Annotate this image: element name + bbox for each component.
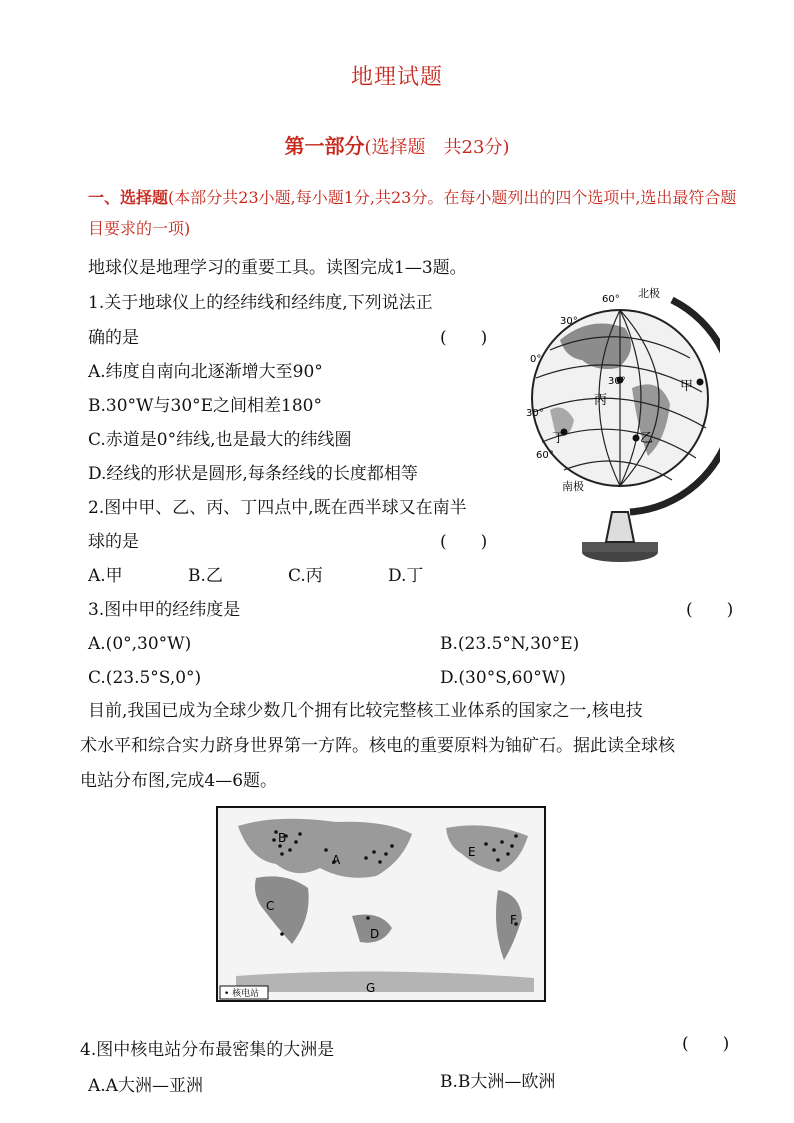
q2-stem-line2: 球的是 — [88, 532, 139, 552]
globe-point-yi — [633, 435, 640, 442]
globe-label-yi: 乙 — [640, 431, 654, 446]
map-label-f: F — [510, 913, 517, 927]
q1-option-c: C.赤道是0°纬线,也是最大的纬线圈 — [88, 430, 352, 450]
q2-option-b: B.乙 — [188, 566, 223, 586]
globe-label-jia: 甲 — [680, 379, 694, 394]
map-label-g: G — [366, 981, 376, 995]
map-label-b: B — [278, 831, 287, 845]
world-map-figure — [216, 806, 546, 1002]
map-label-c: C — [266, 899, 275, 913]
globe-label-ding: 丁 — [552, 431, 566, 446]
globe-stem — [606, 512, 634, 542]
q2-option-a: A.甲 — [88, 566, 123, 586]
globe-south-label: 南极 — [562, 480, 584, 493]
q3-answer-blank: ( ) — [686, 600, 734, 620]
q1-option-d: D.经线的形状是圆形,每条经线的长度都相等 — [88, 464, 418, 484]
globe-lat-label-30n: 30° — [560, 316, 578, 327]
part-note: (选择题 共23分) — [364, 137, 510, 158]
q2-option-d: D.丁 — [388, 566, 424, 586]
q4-stem: 4.图中核电站分布最密集的大洲是 — [80, 1040, 335, 1060]
part-heading — [0, 130, 794, 159]
intro-globe: 地球仪是地理学习的重要工具。读图完成1—3题。 — [88, 258, 467, 278]
intro-nuclear-line2: 术水平和综合实力跻身世界第一方阵。核电的重要原料为铀矿石。据此读全球核 — [80, 736, 675, 756]
map-label-d: D — [370, 927, 380, 941]
q3-stem: 3.图中甲的经纬度是 — [88, 600, 241, 620]
globe-label-bing: 丙 — [594, 393, 608, 408]
q1-answer-blank: ( ) — [440, 328, 488, 348]
q4-option-b: B.B大洲—欧洲 — [440, 1072, 556, 1092]
q3-option-d: D.(30°S,60°W) — [440, 668, 566, 688]
q2-answer-blank: ( ) — [440, 532, 488, 552]
q3-option-b: B.(23.5°N,30°E) — [440, 634, 580, 654]
globe-point-jia — [697, 379, 704, 386]
q1-stem-line2: 确的是 — [88, 328, 139, 348]
page-title: 地理试题 — [350, 65, 443, 90]
map-label-a: A — [332, 853, 341, 867]
section-heading — [88, 182, 748, 244]
globe-figure — [520, 280, 720, 570]
q1-stem-line1: 1.关于地球仪上的经纬线和经纬度,下列说法正 — [88, 293, 433, 313]
intro-nuclear-line1: 目前,我国已成为全球少数几个拥有比较完整核工业体系的国家之一,核电技 — [88, 701, 643, 721]
intro-nuclear-line3: 电站分布图,完成4—6题。 — [80, 771, 278, 791]
globe-lat-label-60n: 60° — [602, 294, 620, 305]
globe-lat-label-30s: 30° — [526, 408, 544, 419]
intro-nuclear — [80, 694, 748, 799]
part-title: 第一部分 — [284, 134, 365, 158]
globe-north-label: 北极 — [638, 287, 660, 300]
q1-option-a: A.纬度自南向北逐渐增大至90° — [88, 362, 323, 382]
q3-option-c: C.(23.5°S,0°) — [88, 668, 202, 688]
q3-option-a: A.(0°,30°W) — [88, 634, 192, 654]
q2-stem-line1: 2.图中甲、乙、丙、丁四点中,既在西半球又在南半 — [88, 498, 467, 518]
q2-option-c: C.丙 — [288, 566, 323, 586]
section-title: 一、选择题 — [88, 188, 169, 207]
globe-lat-label-0: 0° — [530, 354, 542, 365]
map-legend: • 核电站 — [224, 989, 260, 999]
q4-answer-blank: ( ) — [682, 1034, 730, 1054]
q4-option-a: A.A大洲—亚洲 — [88, 1076, 203, 1096]
section-note: (本部分共23小题,每小题1分,共23分。在每小题列出的四个选项中,选出最符合题目要求的一项) — [88, 188, 737, 238]
map-label-e: E — [468, 845, 476, 859]
globe-lon-label: 30° — [608, 376, 626, 387]
globe-lat-label-60s: 60° — [536, 450, 554, 461]
q1-option-b: B.30°W与30°E之间相差180° — [88, 396, 322, 416]
